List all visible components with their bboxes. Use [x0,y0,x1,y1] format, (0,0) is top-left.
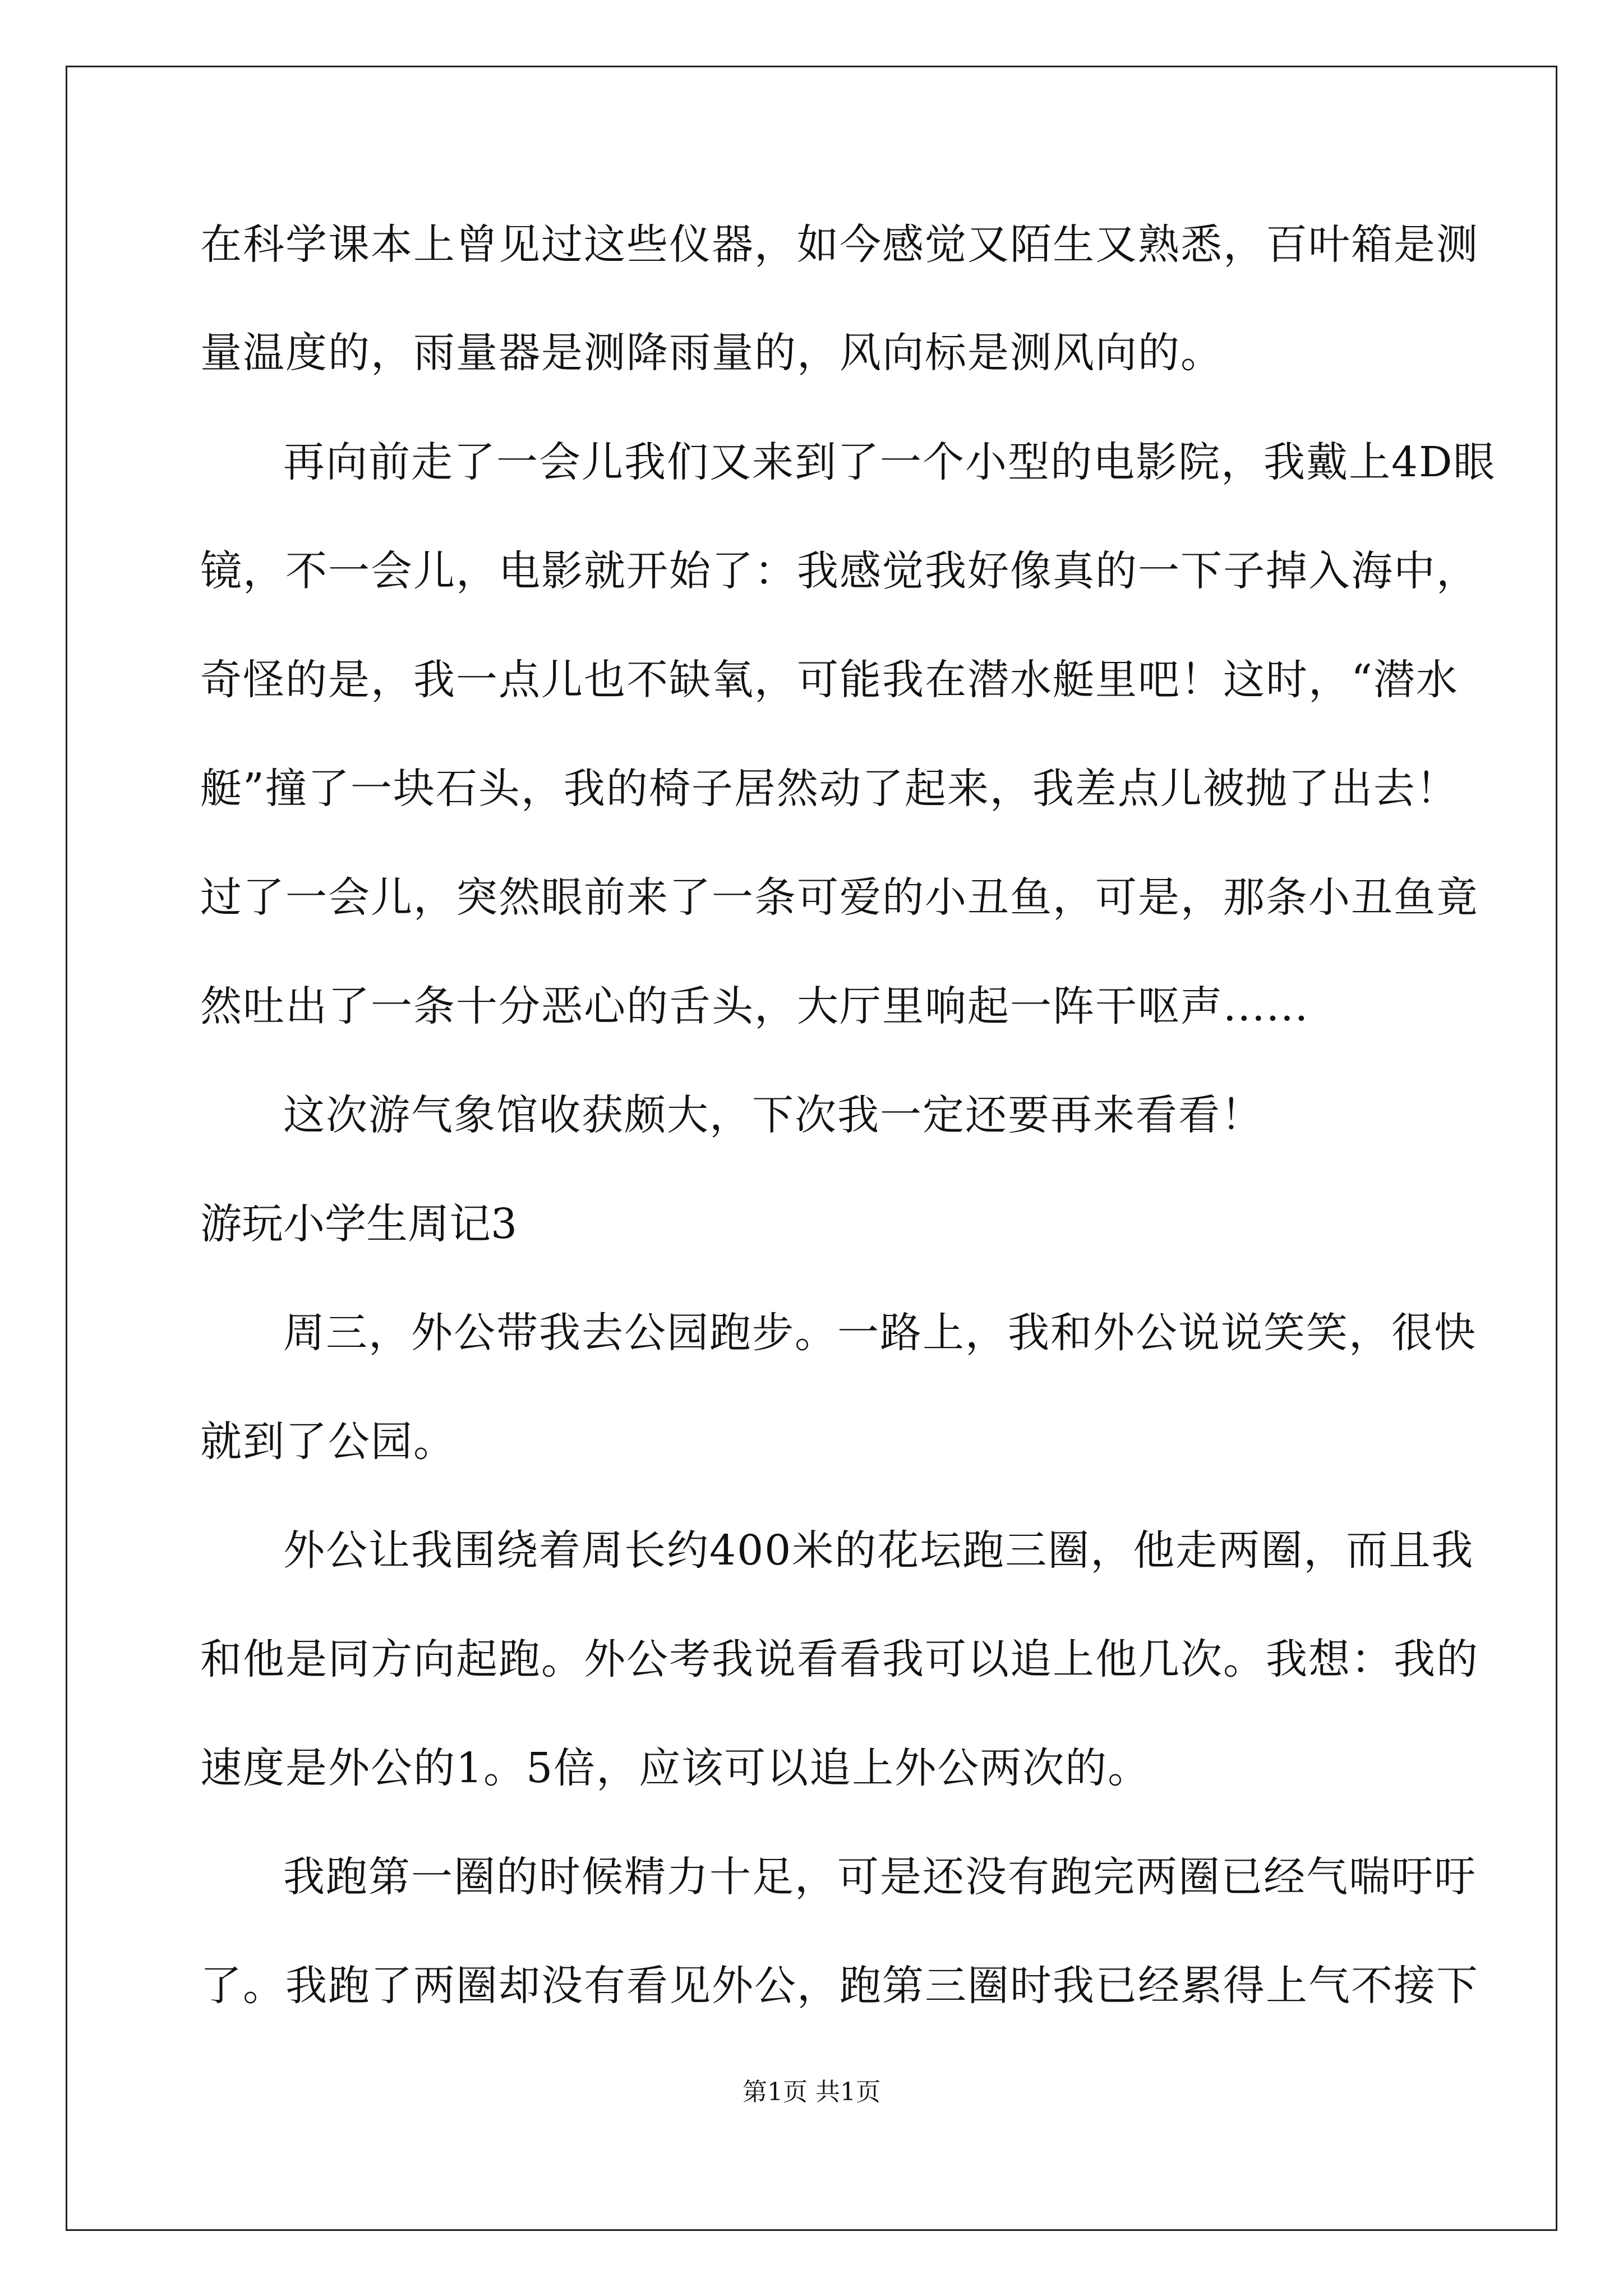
text-line: 了。我跑了两圈却没有看见外公，跑第三圈时我已经累得上气不接下 [200,1962,1479,2010]
text-line: 速度是外公的1。5倍，应该可以追上外公两次的。 [200,1744,1151,1792]
section-heading: 游玩小学生周记3 [200,1200,518,1248]
text-line: 就到了公园。 [200,1418,456,1466]
text-line: 奇怪的是，我一点儿也不缺氧，可能我在潜水艇里吧！这时，“潜水 [200,656,1459,704]
paragraph-first-line: 外公让我围绕着周长约400米的花坛跑三圈，他走两圈，而且我 [283,1526,1474,1575]
page-border [66,66,1557,2231]
text-line: 在科学课本上曾见过这些仪器，如今感觉又陌生又熟悉，百叶箱是测 [200,220,1479,269]
text-line: 镜，不一会儿，电影就开始了：我感觉我好像真的一下子掉入海中， [200,547,1479,595]
text-line: 艇”撞了一块石头，我的椅子居然动了起来，我差点儿被抛了出去！ [200,765,1459,813]
text-line: 然吐出了一条十分恶心的舌头，大厅里响起一阵干呕声...... [200,982,1310,1030]
text-line: 量温度的，雨量器是测降雨量的，风向标是测风向的。 [200,329,1223,377]
text-line: 和他是同方向起跑。外公考我说看看我可以追上他几次。我想：我的 [200,1635,1479,1683]
paragraph-first-line: 再向前走了一会儿我们又来到了一个小型的电影院，我戴上4D眼 [283,438,1496,486]
paragraph-first-line: 我跑第一圈的时候精力十足，可是还没有跑完两圈已经气喘吁吁 [283,1853,1477,1901]
page-number-footer: 第1页 共1页 [743,2078,880,2106]
paragraph-first-line: 周三，外公带我去公园跑步。一路上，我和外公说说笑笑，很快 [283,1309,1477,1357]
paragraph-first-line: 这次游气象馆收获颇大，下次我一定还要再来看看！ [283,1091,1264,1139]
text-line: 过了一会儿，突然眼前来了一条可爱的小丑鱼，可是，那条小丑鱼竟 [200,873,1479,922]
